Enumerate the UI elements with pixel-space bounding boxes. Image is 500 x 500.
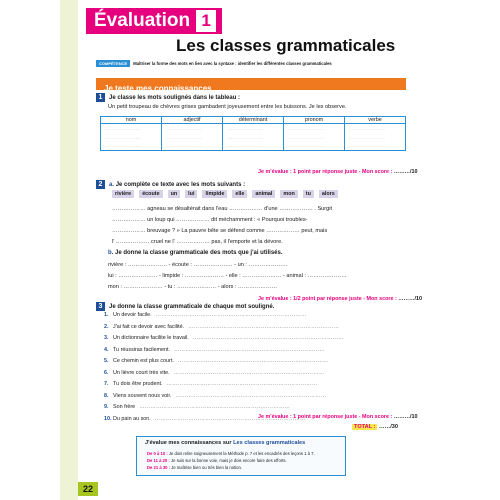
evaluation-label: Évaluation bbox=[94, 10, 191, 31]
answer-field[interactable]: ……………………………………………………………………… bbox=[139, 404, 291, 410]
answer-field[interactable]: ……………………………………………………………………… bbox=[166, 381, 318, 387]
range-label: De 11 à 20 : bbox=[147, 458, 170, 463]
table-cell[interactable]: ……………………… bbox=[162, 142, 223, 151]
table-cell[interactable]: ……………………… bbox=[284, 124, 345, 133]
table-header: déterminant bbox=[223, 117, 284, 124]
item-number: 10. bbox=[104, 415, 112, 422]
table-cell[interactable]: ……………………… bbox=[101, 142, 162, 151]
q3-score bbox=[258, 414, 417, 420]
word-chip: rivière bbox=[112, 190, 134, 198]
item-number: 7. bbox=[104, 381, 109, 387]
margin-strip bbox=[60, 0, 78, 500]
answer-field[interactable]: ……………………………………………………………………… bbox=[155, 312, 307, 318]
item-number: 8. bbox=[104, 392, 109, 399]
competence-row bbox=[96, 60, 332, 67]
evaluation-badge bbox=[86, 8, 222, 34]
range-text: Je maîtrise bien ou très bien la notion. bbox=[171, 465, 242, 470]
list-item bbox=[104, 393, 344, 405]
answer-field[interactable]: ……………………………………………………………………… bbox=[175, 392, 327, 399]
table-header: verbe bbox=[345, 117, 406, 124]
item-text: Tu dois être prudent. bbox=[113, 381, 163, 387]
word-chip: tu bbox=[303, 190, 314, 198]
item-text: Un devoir facile. bbox=[113, 312, 152, 318]
item-number: 9. bbox=[104, 404, 109, 410]
fill-line: ……………… un loup qui ……………… dit méchamment : « Pourquoi troubles- bbox=[112, 217, 308, 223]
q2-score-label: Je m'évalue : 1/2 point par réponse juste - Mon score : bbox=[258, 296, 397, 302]
q1-sentence: Un petit troupeau de chèvres grises gambadent joyeusement entre les buissons. Je les observe. bbox=[108, 104, 347, 110]
answer-field[interactable]: ……………………………………………………………………… bbox=[154, 415, 306, 422]
list-item bbox=[104, 370, 344, 382]
q1-score-label: Je m'évalue : 1 point par réponse juste - Mon score : bbox=[258, 169, 393, 175]
competence-text: Maîtriser la forme des mots en lien avec la syntaxe : identifier les différentes classes grammaticales bbox=[133, 61, 332, 66]
q3-list bbox=[104, 312, 344, 427]
q2-heading bbox=[96, 180, 245, 189]
self-eval-head bbox=[145, 440, 305, 446]
item-text: Son frère bbox=[113, 404, 136, 410]
q2-part-a-label: a. bbox=[109, 182, 115, 188]
table-header: adjectif bbox=[162, 117, 223, 124]
q3-heading bbox=[96, 302, 274, 311]
answer-field[interactable]: ……………………………………………………………………… bbox=[177, 358, 329, 364]
answer-field[interactable]: ……………………………………………………………………… bbox=[188, 323, 340, 330]
table-cell[interactable]: ……………………… bbox=[101, 133, 162, 142]
item-text: Ce chemin est plus court. bbox=[113, 358, 174, 364]
table-cell[interactable]: ……………………… bbox=[284, 133, 345, 142]
table-cell[interactable]: ……………………… bbox=[101, 124, 162, 133]
fill-line: ……………… agneau se désaltérait dans l'eau ……………… d'une ……………… . Surgit bbox=[112, 206, 333, 212]
item-number: 3. bbox=[104, 335, 109, 341]
item-text: J'ai fait ce devoir avec facilité. bbox=[113, 323, 185, 330]
list-item bbox=[104, 312, 344, 324]
answer-field[interactable]: ……………………………………………………………………… bbox=[192, 335, 344, 341]
table-row bbox=[101, 142, 406, 151]
competence-tag: COMPÉTENCE bbox=[96, 60, 130, 67]
table-cell[interactable]: ……………………… bbox=[162, 133, 223, 142]
q1-score bbox=[258, 169, 417, 175]
evaluation-number: 1 bbox=[196, 10, 216, 32]
section-label: Je teste mes connaissances bbox=[104, 84, 212, 93]
item-number: 5. bbox=[104, 358, 109, 364]
word-chip: lui bbox=[185, 190, 197, 198]
table-row bbox=[101, 133, 406, 142]
table-row bbox=[101, 124, 406, 133]
table-cell[interactable]: ……………………… bbox=[345, 142, 406, 151]
total-label: TOTAL : bbox=[354, 424, 376, 430]
q2-part-b bbox=[108, 250, 283, 257]
self-eval-line bbox=[147, 458, 287, 463]
list-item bbox=[104, 335, 344, 347]
item-text: Viens souvent nous voir. bbox=[113, 392, 172, 399]
q3-number: 3 bbox=[96, 302, 105, 311]
self-evaluation-box bbox=[136, 436, 346, 476]
item-number: 6. bbox=[104, 369, 109, 376]
range-text: Je suis sur la bonne voie, mais je dois encore faire des efforts. bbox=[171, 458, 287, 463]
q2-number: 2 bbox=[96, 180, 105, 189]
answer-field[interactable]: ……………………………………………………………………… bbox=[173, 369, 325, 376]
word-bank bbox=[112, 190, 338, 198]
item-number: 1. bbox=[104, 312, 109, 318]
q2-score-value: ………/10 bbox=[398, 296, 422, 302]
table-body bbox=[101, 124, 406, 151]
q2-part-b-label: b. bbox=[108, 250, 114, 256]
self-eval-line bbox=[147, 451, 315, 456]
section-banner bbox=[96, 78, 406, 93]
list-item bbox=[104, 347, 344, 359]
q1-heading bbox=[96, 93, 240, 102]
self-eval-topic: Les classes grammaticales bbox=[233, 440, 306, 446]
answer-field[interactable]: ……………………………………………………………………… bbox=[174, 346, 325, 353]
word-chip: animal bbox=[252, 190, 275, 198]
table-cell[interactable]: ……………………… bbox=[162, 124, 223, 133]
word-chip: un bbox=[168, 190, 181, 198]
table-cell[interactable]: ……………………… bbox=[223, 133, 284, 142]
word-chip: limpide bbox=[202, 190, 227, 198]
word-chip: écoute bbox=[139, 190, 162, 198]
table-cell[interactable]: ……………………… bbox=[223, 124, 284, 133]
item-text: Du pain au son. bbox=[113, 415, 151, 422]
classification-table bbox=[100, 116, 406, 151]
self-eval-head-text: J'évalue mes connaissances sur bbox=[145, 440, 232, 446]
item-number: 4. bbox=[104, 346, 109, 353]
q2-part-a: Je complète ce texte avec les mots suivants : bbox=[115, 182, 246, 188]
classes-line: mon : ………………… - tu : ………………… - alors : ………………… bbox=[108, 284, 278, 290]
word-chip: mon bbox=[280, 190, 297, 198]
q1-score-value: ………/10 bbox=[393, 169, 418, 175]
page-number: 22 bbox=[78, 482, 98, 496]
item-text: Un lièvre court très vite. bbox=[113, 369, 170, 376]
range-label: De 0 à 10 : bbox=[147, 451, 168, 456]
list-item bbox=[104, 358, 344, 370]
table-header: pronom bbox=[284, 117, 345, 124]
table-cell[interactable]: ……………………… bbox=[284, 142, 345, 151]
classes-line: rivière : ………………… - écoute : ………………… - un : ………………… bbox=[108, 262, 288, 268]
list-item bbox=[104, 324, 344, 336]
item-text: Un dictionnaire facilite le travail. bbox=[113, 335, 189, 341]
item-text: Tu réussiras facilement. bbox=[113, 346, 171, 353]
word-chip: alors bbox=[319, 190, 338, 198]
range-label: De 21 à 30 : bbox=[147, 465, 171, 470]
table-header: nom bbox=[101, 117, 162, 124]
table-cell[interactable]: ……………………… bbox=[345, 133, 406, 142]
fill-line: l' ……………… cruel ne l' ……………… pas, il l'emporte et la dévore. bbox=[112, 239, 283, 245]
total-score bbox=[352, 424, 398, 430]
q3-prompt: Je donne la classe grammaticale de chaque mot souligné. bbox=[109, 304, 275, 310]
list-item bbox=[104, 381, 344, 393]
q1-number: 1 bbox=[96, 93, 105, 102]
total-value: ……/30 bbox=[379, 424, 398, 430]
item-number: 2. bbox=[104, 323, 109, 330]
q2-part-b-text: Je donne la classe grammaticale des mots que j'ai utilisés. bbox=[115, 250, 283, 256]
self-eval-line bbox=[147, 465, 242, 470]
range-text: Je dois relire soigneusement la Méthode p. 7 et les encadrés des leçons 1 à 7. bbox=[168, 451, 315, 456]
word-chip: elle bbox=[232, 190, 247, 198]
page-title: Les classes grammaticales bbox=[176, 36, 396, 55]
q2-score bbox=[258, 296, 422, 302]
classes-line: lui : ………………… - limpide : ………………… - elle : ………………… - animal : ………………… bbox=[108, 273, 347, 279]
q3-score-label: Je m'évalue : 1 point par réponse juste - Mon score : bbox=[258, 414, 393, 420]
fill-line: ……………… breuvage ? » La pauvre bête se défend comme ……………… peut, mais bbox=[112, 228, 328, 234]
q1-prompt: Je classe les mots soulignés dans le tableau : bbox=[109, 95, 241, 101]
table-cell[interactable]: ……………………… bbox=[223, 142, 284, 151]
table-cell[interactable]: ……………………… bbox=[345, 124, 406, 133]
q3-score-value: ………/10 bbox=[393, 414, 418, 420]
